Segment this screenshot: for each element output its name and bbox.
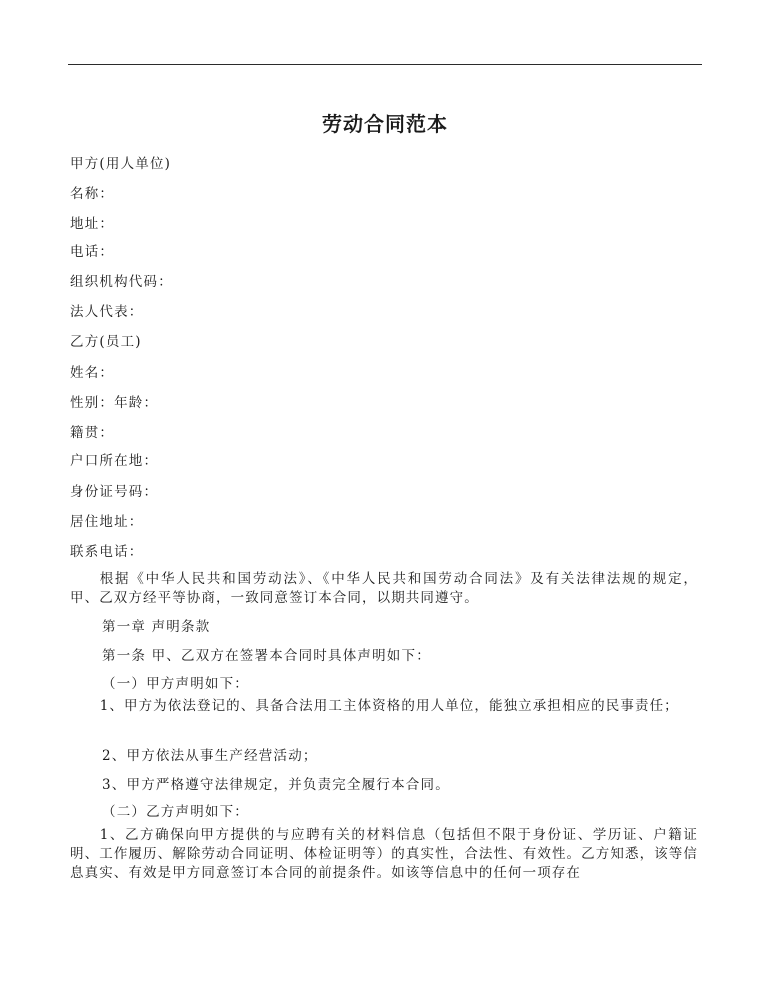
party-b-residence-field: 居住地址： — [70, 514, 144, 530]
party-a-declaration-heading: （一）甲方声明如下： — [102, 676, 249, 692]
party-a-org-code-field: 组织机构代码： — [70, 274, 173, 290]
party-a-phone-field: 电话： — [70, 244, 115, 260]
party-a-address-field: 地址： — [70, 216, 115, 232]
party-b-native-place-field: 籍贯： — [70, 425, 115, 441]
party-a-heading: 甲方(用人单位) — [70, 156, 172, 172]
party-a-declaration-item-2: 2、甲方依法从事生产经营活动； — [102, 748, 318, 764]
party-b-declaration-item-1: 1、乙方确保向甲方提供的与应聘有关的材料信息（包括但不限于身份证、学历证、户籍证明、工作履历、解除劳动合同证明、体检证明等）的真实性，合法性、有效性。乙方知悉，该等信息真实、有效是甲方同意签订本合同的前提条件。如该等信息中的任何一项存在 — [70, 827, 698, 881]
party-b-name-field: 姓名： — [70, 365, 115, 381]
party-b-id-number-field: 身份证号码： — [70, 484, 159, 500]
party-b-gender-age-field: 性别：年龄： — [70, 395, 159, 411]
party-a-name-field: 名称： — [70, 186, 115, 202]
party-b-contact-phone-field: 联系电话： — [70, 544, 144, 560]
party-b-declaration-heading: （二）乙方声明如下： — [102, 804, 249, 820]
article-1-text: 第一条 甲、乙双方在签署本合同时具体声明如下： — [102, 648, 431, 664]
header-rule — [68, 64, 702, 65]
party-b-heading: 乙方(员工) — [70, 334, 142, 350]
party-a-legal-rep-field: 法人代表： — [70, 304, 144, 320]
document-title: 劳动合同范本 — [322, 112, 448, 136]
party-b-household-field: 户口所在地： — [70, 453, 159, 469]
preamble-paragraph: 根据《中华人民共和国劳动法》、《中华人民共和国劳动合同法》及有关法律法规的规定，甲、乙双方经平等协商，一致同意签订本合同，以期共同遵守。 — [70, 571, 698, 606]
party-a-declaration-item-3: 3、甲方严格遵守法律规定，并负责完全履行本合同。 — [102, 777, 450, 793]
party-a-declaration-item-1: 1、甲方为依法登记的、具备合法用工主体资格的用人单位，能独立承担相应的民事责任； — [99, 698, 679, 714]
chapter-1-heading: 第一章 声明条款 — [102, 619, 211, 635]
